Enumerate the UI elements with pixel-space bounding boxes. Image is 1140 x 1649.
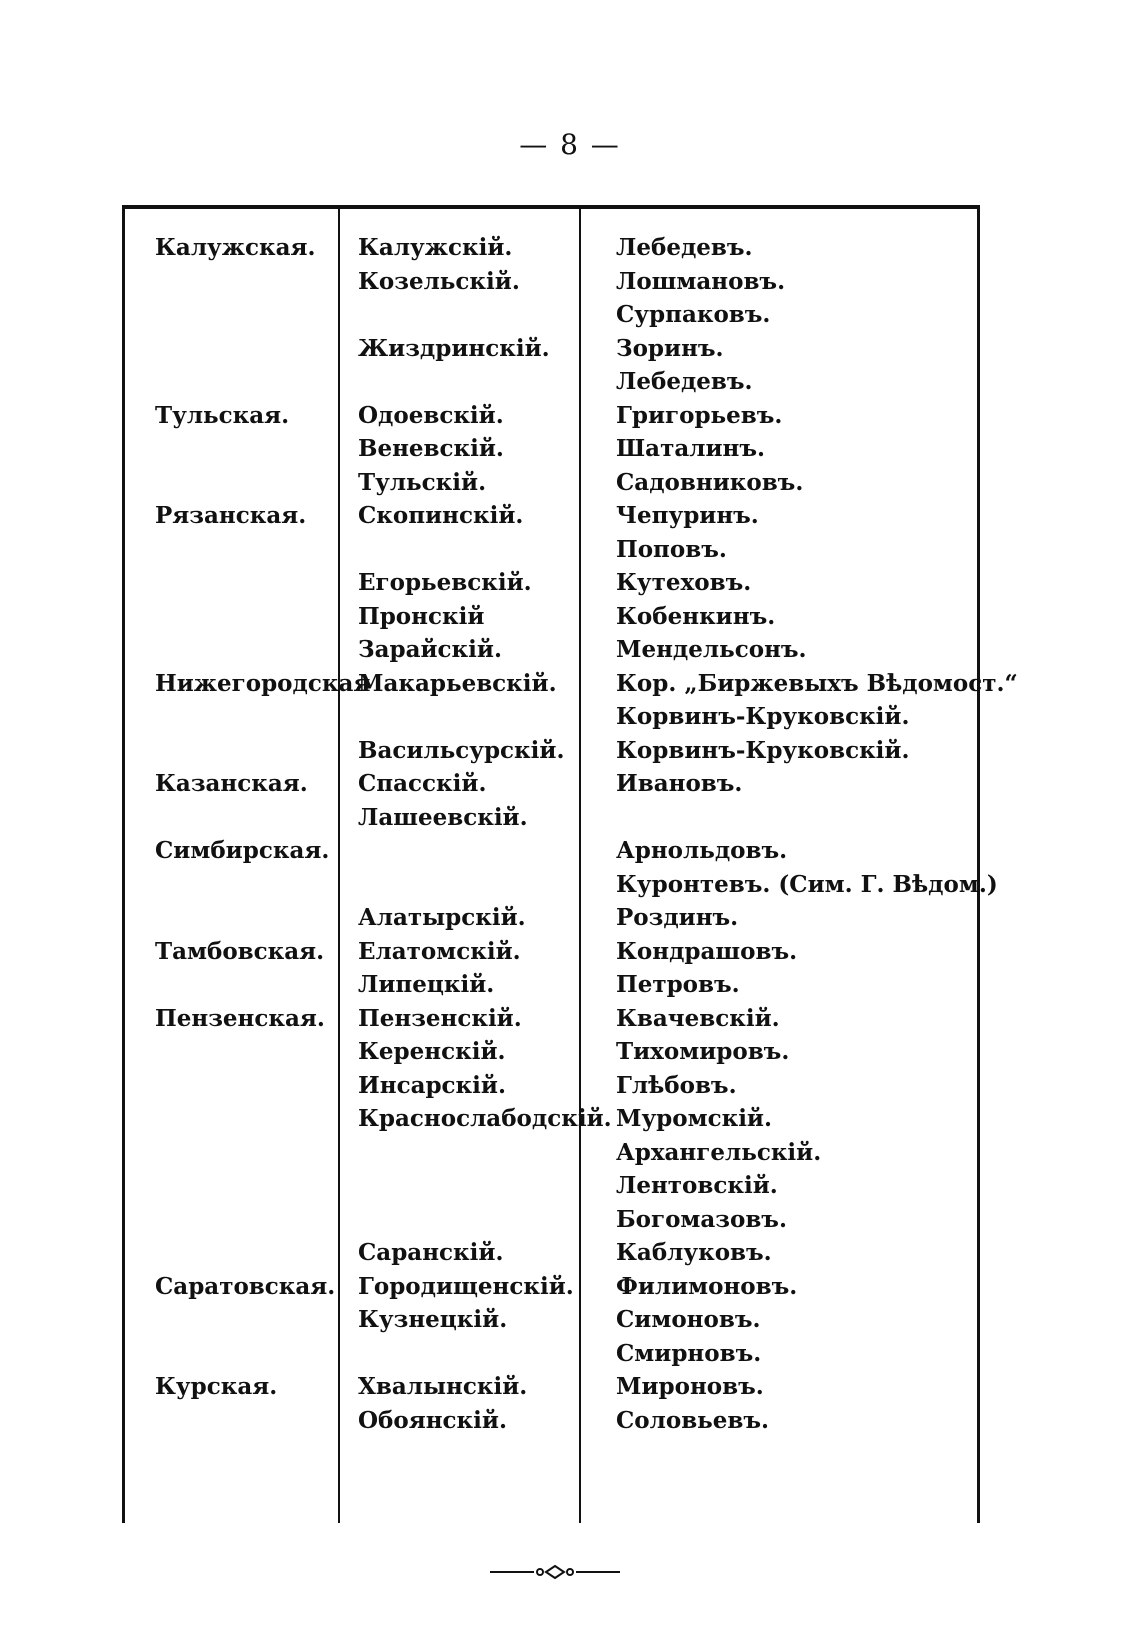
governorate-cell: Саратовская. [155,1272,336,1300]
surname-cell: Зоринъ. [616,334,724,362]
table-row [122,1235,980,1271]
governorate-cell: Тамбовская. [155,937,325,965]
surname-cell: Садовниковъ. [616,468,804,496]
governorate-cell: Рязанская. [155,502,307,529]
uezd-cell: Жиздринскій. [358,334,550,362]
uezd-cell: Егорьевскій. [358,569,532,596]
table-row [122,1269,980,1305]
governorate-cell: Пензенская. [155,1004,325,1032]
page-number: — 8 — [519,128,621,161]
table-row [122,1202,980,1238]
registry-table [122,205,1018,1523]
table-row [122,431,980,467]
table-row [122,297,980,333]
surname-cell: Сурпаковъ. [616,301,771,328]
surname-cell: Соловьевъ. [616,1406,770,1434]
governorate-cell: Тульская. [155,401,290,429]
uezd-cell: Пензенскій. [358,1004,522,1032]
surname-cell: Корвинъ-Круковскій. [616,736,910,764]
surname-cell: Куронтевъ. (Сим. Г. Вѣдом.) [616,870,998,898]
uezd-cell: Макарьевскій. [358,669,557,697]
table-row [122,465,980,501]
table-row [122,1034,980,1070]
ornament-divider-icon [490,1562,620,1582]
surname-cell: Тихомировъ. [616,1038,790,1065]
table-row [122,733,980,769]
surname-cell: Роздинъ. [616,904,739,931]
table-row [122,900,980,936]
surname-cell: Мендельсонъ. [616,636,807,663]
surname-cell: Квачевскій. [616,1004,780,1032]
uezd-cell: Инсарскій. [358,1071,506,1099]
governorate-cell: Казанская. [155,770,308,797]
governorate-cell: Калужская. [155,234,316,261]
surname-cell: Богомазовъ. [616,1205,787,1233]
table-row [122,1101,980,1137]
surname-cell: Лошмановъ. [616,267,786,295]
table-row [122,331,980,367]
surname-cell: Ивановъ. [616,770,743,797]
surname-cell: Лебедевъ. [616,234,753,261]
table-row [122,364,980,400]
uezd-cell: Васильсурскій. [358,736,565,764]
uezd-cell: Кузнецкій. [358,1306,508,1333]
table-row [122,1403,980,1439]
surname-cell: Кондрашовъ. [616,937,798,965]
uezd-cell: Керенскій. [358,1038,506,1065]
surname-cell: Лебедевъ. [616,368,753,395]
surname-cell: Муромскій. [616,1105,773,1132]
uezd-cell: Краснослабодскій. [358,1105,612,1132]
surname-cell: Григорьевъ. [616,401,783,429]
table-top-rule [122,205,980,209]
uezd-cell: Саранскій. [358,1239,504,1266]
surname-cell: Кор. „Биржевыхъ Вѣдомост.“ [616,669,1018,697]
table-row [122,766,980,802]
table-row [122,264,980,300]
uezd-cell: Зарайскій. [358,636,502,663]
table-row [122,1168,980,1204]
surname-cell: Кутеховъ. [616,569,752,596]
table-row [122,867,998,903]
table-row [122,498,980,534]
table-row [122,699,980,735]
surname-cell: Кобенкинъ. [616,602,776,630]
surname-cell: Глѣбовъ. [616,1071,737,1099]
uezd-cell: Липецкій. [358,971,495,998]
table-row [122,967,980,1003]
uezd-cell: Лашеевскій. [358,803,528,831]
uezd-cell: Пронскій [358,602,485,630]
uezd-cell: Спасскій. [358,770,487,797]
surname-cell: Поповъ. [616,535,727,563]
table-row [122,833,980,869]
governorate-cell: Симбирская. [155,837,330,864]
surname-cell: Арнольдовъ. [616,837,788,864]
surname-cell: Чепуринъ. [616,502,759,529]
table-row [122,1302,980,1338]
table-row [122,532,980,568]
uezd-cell: Козельскій. [358,267,520,295]
table-row [122,666,1018,702]
governorate-cell: Нижегородская [155,669,371,697]
uezd-cell: Веневскій. [358,435,504,462]
table-row [122,599,980,635]
table-row [122,398,980,434]
surname-cell: Филимоновъ. [616,1272,798,1300]
uezd-cell: Городищенскій. [358,1272,574,1300]
surname-cell: Симоновъ. [616,1306,761,1333]
uezd-cell: Елатомскій. [358,937,521,965]
table-row [122,1135,980,1171]
surname-cell: Мироновъ. [616,1373,764,1400]
surname-cell: Архангельскій. [616,1138,822,1166]
table-row [122,1369,980,1405]
uezd-cell: Хвалынскій. [358,1373,528,1400]
table-row [122,934,980,970]
surname-cell: Корвинъ-Круковскій. [616,703,910,730]
surname-cell: Петровъ. [616,971,740,998]
table-row [122,1068,980,1104]
uezd-cell: Обоянскій. [358,1406,507,1434]
uezd-cell: Скопинскій. [358,502,524,529]
surname-cell: Каблуковъ. [616,1239,772,1266]
table-row [122,632,980,668]
surname-cell: Лентовскій. [616,1172,778,1199]
surname-cell: Шаталинъ. [616,435,765,462]
surname-cell: Смирновъ. [616,1339,762,1367]
uezd-cell: Тульскій. [358,468,487,496]
uezd-cell: Калужскій. [358,234,513,261]
uezd-cell: Одоевскій. [358,401,504,429]
table-row [122,565,980,601]
uezd-cell: Алатырскій. [358,904,526,931]
table-row [122,230,980,266]
table-row [122,1336,980,1372]
table-row [122,800,980,836]
governorate-cell: Курская. [155,1373,278,1400]
table-row [122,1001,980,1037]
